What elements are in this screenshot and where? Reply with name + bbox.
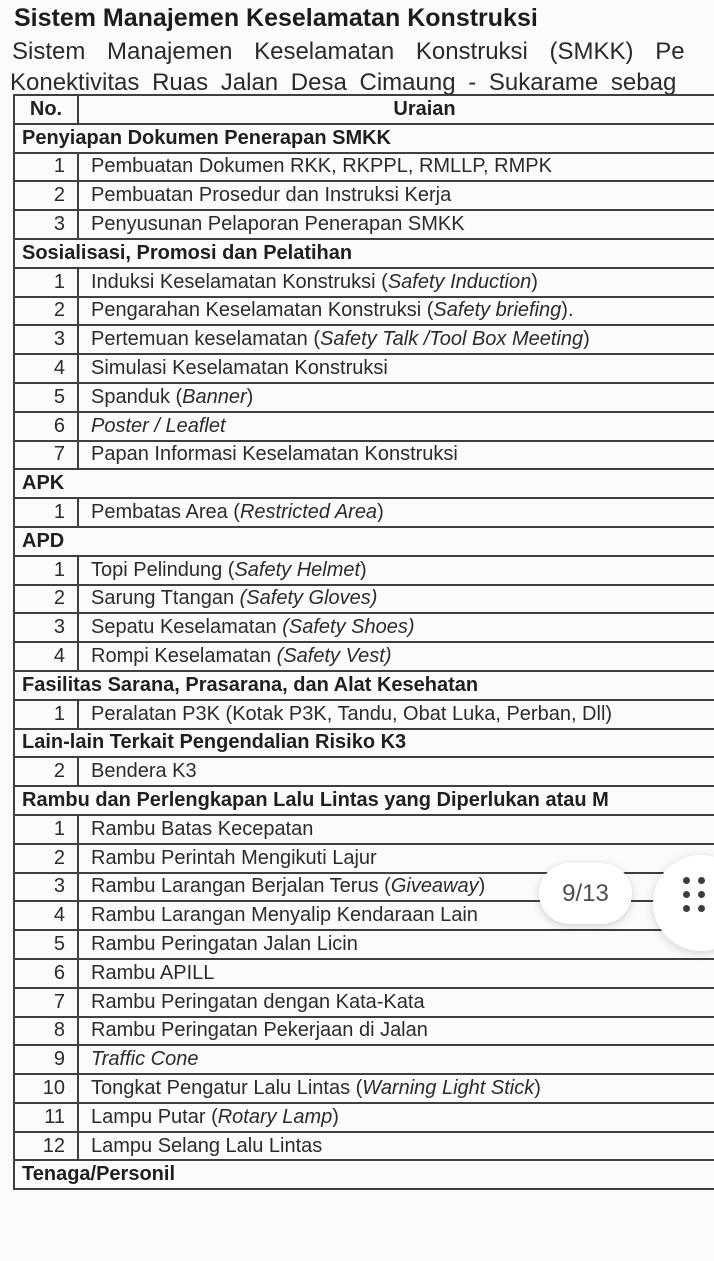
row-number: 10 bbox=[14, 1074, 78, 1103]
table-row bbox=[14, 757, 714, 786]
row-number: 2 bbox=[14, 844, 78, 873]
grid-dots-icon bbox=[683, 877, 705, 912]
col-header-no: No. bbox=[14, 95, 78, 124]
row-number: 2 bbox=[14, 181, 78, 210]
row-description: Sarung Ttangan (Safety Gloves) bbox=[78, 585, 714, 614]
table-row bbox=[14, 441, 714, 470]
table-row bbox=[14, 1103, 714, 1132]
row-description: Rambu Larangan Berjalan Terus (Giveaway) bbox=[78, 873, 714, 902]
row-description: Rambu Batas Kecepatan bbox=[78, 815, 714, 844]
row-number: 7 bbox=[14, 988, 78, 1017]
table-row bbox=[14, 556, 714, 585]
section-row bbox=[14, 239, 714, 268]
row-number: 12 bbox=[14, 1132, 78, 1161]
table-row bbox=[14, 412, 714, 441]
row-number: 1 bbox=[14, 815, 78, 844]
row-description: Papan Informasi Keselamatan Konstruksi bbox=[78, 441, 714, 470]
row-description: Lampu Putar (Rotary Lamp) bbox=[78, 1103, 714, 1132]
doc-title: Sistem Manajemen Keselamatan Konstruksi bbox=[14, 4, 538, 32]
table-row bbox=[14, 585, 714, 614]
row-number: 7 bbox=[14, 441, 78, 470]
row-description: Rambu Peringatan Jalan Licin bbox=[78, 930, 714, 959]
table-row bbox=[14, 325, 714, 354]
doc-subtitle-line2: Konektivitas Ruas Jalan Desa Cimaung - Sukarame sebag bbox=[10, 69, 677, 96]
row-number: 11 bbox=[14, 1103, 78, 1132]
row-number: 1 bbox=[14, 153, 78, 182]
table-row bbox=[14, 988, 714, 1017]
row-description: Penyusunan Pelaporan Penerapan SMKK bbox=[78, 210, 714, 239]
table-row bbox=[14, 815, 714, 844]
row-number: 8 bbox=[14, 1017, 78, 1046]
section-row bbox=[14, 671, 714, 700]
table-row bbox=[14, 181, 714, 210]
table-row bbox=[14, 959, 714, 988]
row-number: 3 bbox=[14, 873, 78, 902]
row-description: Pembuatan Prosedur dan Instruksi Kerja bbox=[78, 181, 714, 210]
row-description: Traffic Cone bbox=[78, 1045, 714, 1074]
row-description: Rambu Perintah Mengikuti Lajur bbox=[78, 844, 714, 873]
row-description: Induksi Keselamatan Konstruksi (Safety Induction) bbox=[78, 268, 714, 297]
section-row bbox=[14, 729, 714, 758]
row-description: Rambu APILL bbox=[78, 959, 714, 988]
table-row bbox=[14, 297, 714, 326]
row-description: Pengarahan Keselamatan Konstruksi (Safety briefing). bbox=[78, 297, 714, 326]
section-title: Rambu dan Perlengkapan Lalu Lintas yang Diperlukan atau M bbox=[14, 786, 714, 815]
row-description: Rompi Keselamatan (Safety Vest) bbox=[78, 642, 714, 671]
row-number: 4 bbox=[14, 901, 78, 930]
row-description: Sepatu Keselamatan (Safety Shoes) bbox=[78, 613, 714, 642]
row-description: Rambu Peringatan Pekerjaan di Jalan bbox=[78, 1017, 714, 1046]
row-number: 3 bbox=[14, 210, 78, 239]
row-number: 5 bbox=[14, 930, 78, 959]
table-row bbox=[14, 268, 714, 297]
row-number: 5 bbox=[14, 383, 78, 412]
row-description: Topi Pelindung (Safety Helmet) bbox=[78, 556, 714, 585]
section-row bbox=[14, 124, 714, 153]
row-description: Bendera K3 bbox=[78, 757, 714, 786]
row-description: Pembuatan Dokumen RKK, RKPPL, RMLLP, RMPK bbox=[78, 153, 714, 182]
row-number: 6 bbox=[14, 412, 78, 441]
row-number: 3 bbox=[14, 325, 78, 354]
row-description: Tongkat Pengatur Lalu Lintas (Warning Light Stick) bbox=[78, 1074, 714, 1103]
section-row bbox=[14, 527, 714, 556]
table-header-row bbox=[14, 95, 714, 124]
row-description: Pertemuan keselamatan (Safety Talk /Tool Box Meeting) bbox=[78, 325, 714, 354]
row-number: 1 bbox=[14, 268, 78, 297]
table-row bbox=[14, 383, 714, 412]
section-title: APD bbox=[14, 527, 714, 556]
row-number: 1 bbox=[14, 700, 78, 729]
section-title: Fasilitas Sarana, Prasarana, dan Alat Kesehatan bbox=[14, 671, 714, 700]
row-description: Simulasi Keselamatan Konstruksi bbox=[78, 354, 714, 383]
row-number: 4 bbox=[14, 642, 78, 671]
row-description: Pembatas Area (Restricted Area) bbox=[78, 498, 714, 527]
row-description: Poster / Leaflet bbox=[78, 412, 714, 441]
table-row bbox=[14, 1132, 714, 1161]
table-row bbox=[14, 1045, 714, 1074]
table-row bbox=[14, 700, 714, 729]
section-row bbox=[14, 786, 714, 815]
table-row bbox=[14, 498, 714, 527]
col-header-uraian: Uraian bbox=[78, 95, 714, 124]
row-number: 4 bbox=[14, 354, 78, 383]
row-description: Spanduk (Banner) bbox=[78, 383, 714, 412]
row-number: 1 bbox=[14, 556, 78, 585]
section-title: Penyiapan Dokumen Penerapan SMKK bbox=[14, 124, 714, 153]
row-description: Peralatan P3K (Kotak P3K, Tandu, Obat Luka, Perban, Dll) bbox=[78, 700, 714, 729]
row-description: Lampu Selang Lalu Lintas bbox=[78, 1132, 714, 1161]
table-body bbox=[14, 124, 714, 1189]
row-description: Rambu Peringatan dengan Kata-Kata bbox=[78, 988, 714, 1017]
row-description: Rambu Larangan Menyalip Kendaraan Lain bbox=[78, 901, 714, 930]
row-number: 9 bbox=[14, 1045, 78, 1074]
row-number: 1 bbox=[14, 498, 78, 527]
row-number: 2 bbox=[14, 297, 78, 326]
table-row bbox=[14, 613, 714, 642]
table-row bbox=[14, 1017, 714, 1046]
section-title: APK bbox=[14, 469, 714, 498]
row-number: 2 bbox=[14, 757, 78, 786]
table-row bbox=[14, 930, 714, 959]
table-row bbox=[14, 210, 714, 239]
doc-subtitle-line1: Sistem Manajemen Keselamatan Konstruksi (SMKK) Pe bbox=[12, 38, 685, 65]
smkk-table bbox=[13, 94, 714, 1190]
section-row bbox=[14, 1160, 714, 1189]
row-number: 3 bbox=[14, 613, 78, 642]
section-row bbox=[14, 469, 714, 498]
table-row bbox=[14, 642, 714, 671]
table-row bbox=[14, 1074, 714, 1103]
page-indicator-pill bbox=[539, 863, 632, 924]
page-indicator-label: 9/13 bbox=[562, 879, 609, 907]
row-number: 2 bbox=[14, 585, 78, 614]
section-title: Tenaga/Personil bbox=[14, 1160, 714, 1189]
section-title: Lain-lain Terkait Pengendalian Risiko K3 bbox=[14, 729, 714, 758]
table-row bbox=[14, 153, 714, 182]
table-row bbox=[14, 354, 714, 383]
section-title: Sosialisasi, Promosi dan Pelatihan bbox=[14, 239, 714, 268]
row-number: 6 bbox=[14, 959, 78, 988]
